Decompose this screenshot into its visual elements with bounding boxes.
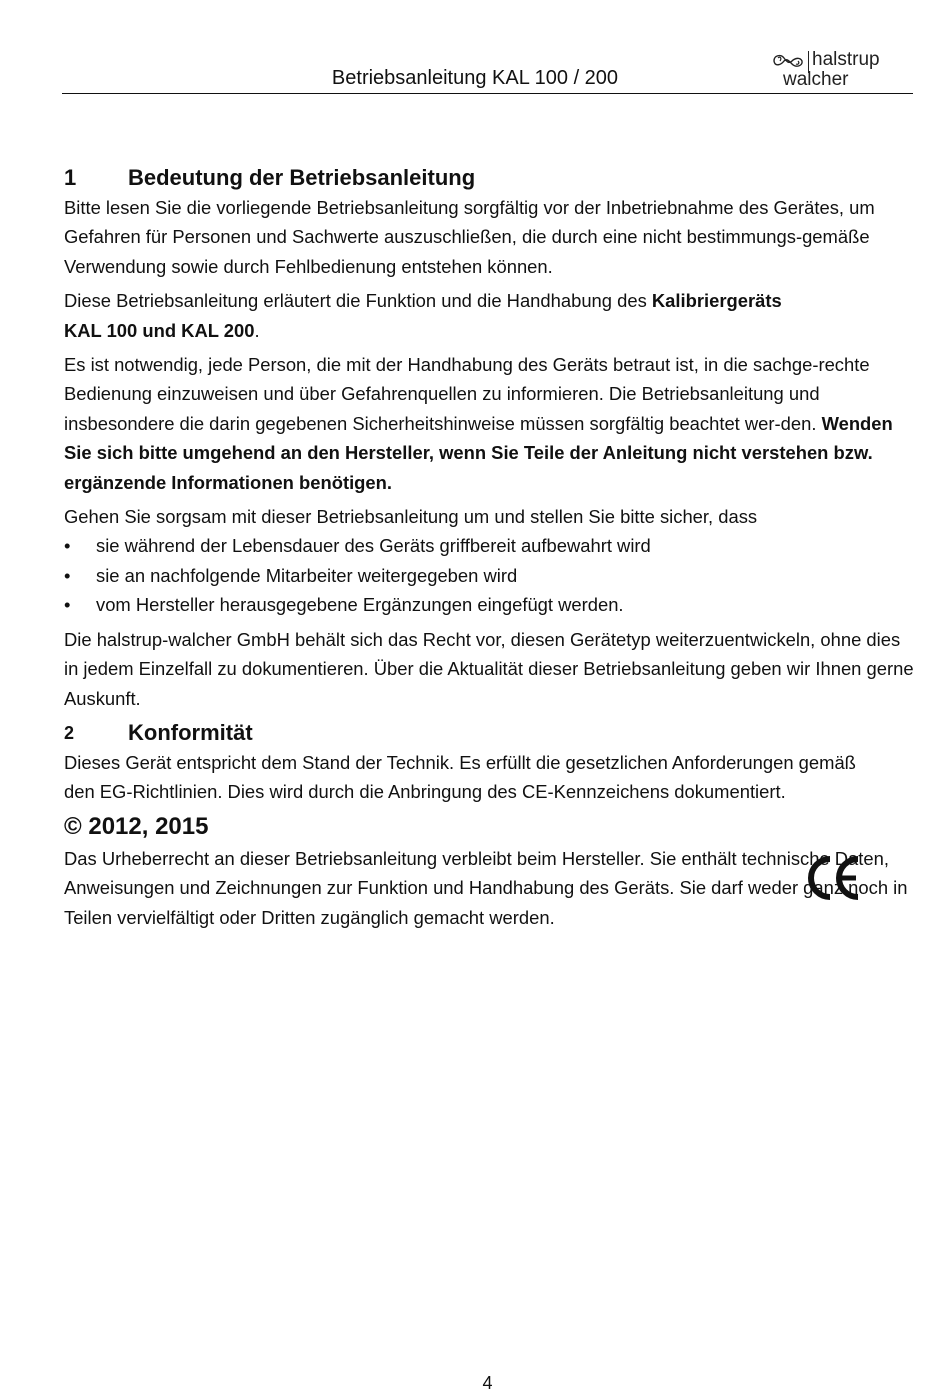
paragraph-conformity: Dieses Gerät entspricht dem Stand der Technik. Es erfüllt die gesetzlichen Anforderungen gemäß den EG-Richtlinien. Dies wird durch die Anbringung des CE-Kennzeichens dokumentiert. [64, 751, 856, 803]
paragraph-copyright: Das Urheberrecht an dieser Betriebsanleitung verbleibt beim Hersteller. Sie enthält technische Daten, Anweisungen und Zeichnungen zur Funktion und Handhabung des Geräts. Sie darf weder ganz noch in Teilen vervielfältigt oder Dritten zugänglich gemacht werden. [64, 847, 908, 928]
text-run: Es ist notwendig, jede Person, die mit der Handhabung des Geräts betraut ist, in die sachge-rechte Bedienung einzuweisen und über Gefahrenquellen zu informieren. Die Betriebsanleitung und insbesondere die darin gegebenen Sicherheitshinweise müssen sorgfältig beachtet wer-den. [64, 354, 870, 434]
text-run: . [254, 319, 260, 341]
paragraph-scope [64, 286, 914, 345]
section-number: 2 [64, 722, 75, 743]
list-item: • sie während der Lebensdauer des Geräts griffbereit aufbewahrt wird [64, 531, 914, 560]
paragraph-rights: Die halstrup-walcher GmbH behält sich das Recht vor, diesen Gerätetyp weiterzuentwickeln, ohne dies in jedem Einzelfall zu dokumentieren. Über die Aktualität dieser Betriebsanleitung geben wir Ihnen gerne Auskunft. [64, 628, 914, 709]
text-run: Diese Betriebsanleitung erläutert die Funktion und die Handhabung des [64, 290, 652, 312]
header-divider [62, 93, 913, 94]
page-content [64, 163, 914, 937]
ce-mark-icon [806, 853, 862, 903]
emphasis-contact-manufacturer: Wenden Sie sich bitte umgehend an den Hersteller, wenn Sie Teile der Anleitung nicht verstehen bzw. ergänzende Informationen benötigen. [64, 412, 893, 493]
section-heading-1 [64, 163, 914, 193]
list-item: • vom Hersteller herausgegebene Ergänzungen eingefügt werden. [64, 590, 914, 619]
paragraph-care: Gehen Sie sorgsam mit dieser Betriebsanleitung um und stellen Sie bitte sicher, dass [64, 506, 758, 528]
section-title: Konformität [128, 719, 253, 745]
bullet-list [64, 531, 914, 619]
section-heading-2 [64, 718, 914, 748]
company-logo [772, 49, 892, 93]
product-models-bold: KAL 100 und KAL 200 [64, 319, 255, 341]
document-title: Betriebsanleitung KAL 100 / 200 [331, 67, 619, 89]
list-item: • sie an nachfolgende Mitarbeiter weitergegeben wird [64, 561, 914, 590]
product-name-bold: Kalibriergeräts [651, 290, 782, 312]
page-number: 4 [482, 1373, 493, 1393]
halstrup-walcher-logo-icon [772, 52, 804, 70]
section-number: 1 [64, 165, 77, 190]
logo-text-bottom: walcher [783, 69, 849, 90]
section-title: Bedeutung der Betriebsanleitung [128, 165, 476, 190]
paragraph-intro: Bitte lesen Sie die vorliegende Betriebsanleitung sorgfältig vor der Inbetriebnahme des Gerätes, um Gefahren für Personen und Sachwerte auszuschließen, die durch eine nicht bestimmungs-gemäße Verwendung sowie durch Fehlbedienung entstehen können. [64, 197, 875, 277]
paragraph-instruction [64, 350, 914, 497]
copyright-heading: © 2012, 2015 [64, 812, 209, 840]
logo-text-top: halstrup [812, 49, 880, 70]
